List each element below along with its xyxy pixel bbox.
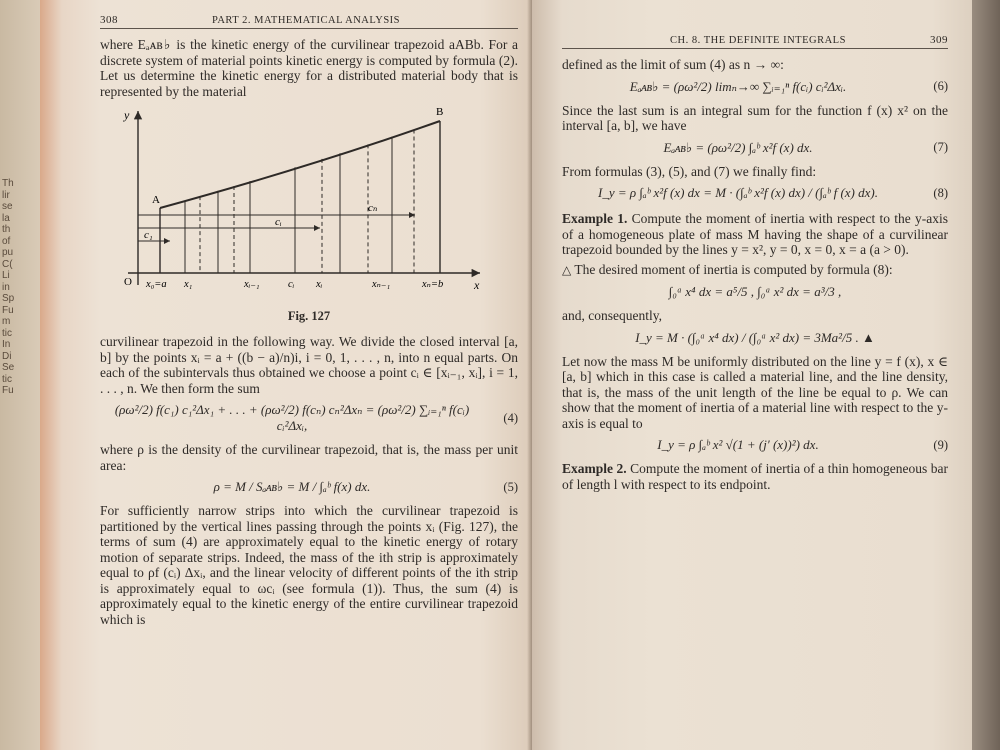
x-tick-label: xᵢ₋₁ <box>244 279 260 290</box>
label-x: x <box>474 278 480 292</box>
x-tick-label: x₀=a <box>146 279 167 290</box>
formula-8 <box>562 185 948 201</box>
right-para-since: Since the last sum is an integral sum for the function f (x) x² on the interval [a, b], we have <box>562 102 948 133</box>
x-tick-label: cᵢ <box>288 279 295 290</box>
curvilinear-trapezoid-diagram <box>110 105 490 300</box>
figure-caption: Fig. 127 <box>287 309 331 323</box>
x-tick-label: xₙ₋₁ <box>372 279 391 290</box>
adjacent-text-line: tic <box>2 327 12 339</box>
formula-5 <box>100 479 518 495</box>
formula-7-number: (7) <box>933 140 948 154</box>
adjacent-text-line: m <box>2 316 11 327</box>
curve-y-fx <box>160 121 440 208</box>
label-origin: O <box>124 276 132 288</box>
adjacent-text-line: Di <box>2 350 12 362</box>
example-1 <box>562 211 948 258</box>
right-page <box>532 0 972 750</box>
adjacent-text-line: of <box>2 235 11 247</box>
right-para-consequently: and, consequently, <box>562 308 662 323</box>
left-running-head: PART 2. MATHEMATICAL ANALYSIS <box>211 15 401 26</box>
left-para-strips: For sufficiently narrow strips into which the curvilinear trapezoid is partitioned by the vertical lines passing through the points xᵢ (Fig. 127), the terms of sum (4) are approximately equal to the kinetic energy of rotary motion of separate strips. Indeed, the mass of the ith strip is approximately equal to ρf (cᵢ) Δxᵢ, and the linear velocity of different points of the ith strip is approximately equal to ωcᵢ (see formula (1)). Thus, the sum (4) is approximately equal to the kinetic energy of the entire curvilinear trapezoid which is <box>100 503 518 627</box>
formula-example1-integrals <box>562 284 948 300</box>
left-para-density: where ρ is the density of the curvilinear trapezoid, that is, the mass per unit area: <box>100 442 518 473</box>
adjacent-text-line: In <box>2 339 11 350</box>
left-page <box>40 0 532 750</box>
right-para-from: From formulas (3), (5), and (7) we finally find: <box>562 163 817 179</box>
adjacent-book-text-fragment <box>2 178 34 397</box>
formula-4-number: (4) <box>503 410 518 425</box>
formula-8-number: (8) <box>933 185 948 200</box>
adjacent-text-line: pu <box>2 247 14 258</box>
right-running-head: CH. 8. THE DEFINITE INTEGRALS <box>670 35 846 46</box>
example-2 <box>562 461 948 492</box>
label-A: A <box>152 194 160 206</box>
formula-6-number: (6) <box>933 79 948 93</box>
formula-9-number: (9) <box>933 437 948 452</box>
example-1-solution <box>562 262 948 279</box>
example-2-text: Compute the moment of inertia of a thin homogeneous bar of length l with respect to its endpoint. <box>562 461 948 492</box>
x-tick-label: x₁ <box>184 279 193 290</box>
adjacent-text-line: se <box>2 201 13 212</box>
right-page-number: 309 <box>929 34 948 46</box>
adjacent-text-line: Th <box>2 178 14 189</box>
adjacent-text-line: la <box>2 212 10 224</box>
adjacent-text-line: tic <box>2 373 12 385</box>
book-edge-right <box>970 0 1000 750</box>
example-1-text: Compute the moment of inertia with respect to the y-axis of a homogeneous plate of mass M having the shape of a curvilinear trapezoid bounded by the lines y = x², y = 0, x = 0, x = a (a > 0). <box>562 211 948 257</box>
adjacent-text-line: Fu <box>2 304 14 316</box>
adjacent-text-line: Se <box>2 362 15 373</box>
adjacent-text-line: Sp <box>2 293 15 304</box>
example-1-title: Example 1. <box>562 211 628 226</box>
label-ci: cᵢ <box>275 216 282 228</box>
example-2-title: Example 2. <box>562 461 627 476</box>
left-page-header <box>100 14 518 29</box>
label-B: B <box>436 106 444 118</box>
adjacent-text-line: in <box>2 281 10 293</box>
formula-8-body: I_y = ρ ∫ₐᵇ x²f (x) dx = M · (∫ₐᵇ x²f (x) dx) / (∫ₐᵇ f (x) dx). <box>598 185 878 200</box>
x-tick-label: xₙ=b <box>422 279 444 290</box>
left-para-divide: curvilinear trapezoid in the following way. We divide the closed interval [a, b] by the points xᵢ = a + ((b − a)/n)i, i = 0, 1, . . . , n, into n equal parts. On each of the subintervals thus obtained we choose a point cᵢ ∈ [xᵢ₋₁, xᵢ], i = 1, . . . , n. We then form the sum <box>100 334 518 396</box>
formula-7-body: Eₐᴀʙ♭ = (ρω²/2) ∫ₐᵇ x²f (x) dx. <box>663 139 813 155</box>
left-para-intro: where Eₐᴀʙ♭ is the kinetic energy of the curvilinear trapezoid aABb. For a discrete system of material points kinetic energy is computed by formula (2). Let us determine the kinetic energy for a distributed material body that is represented by the material <box>100 37 518 99</box>
formula-6-body: Eₐᴀʙ♭ = (ρω²/2) limₙ→∞ ∑ᵢ₌₁ⁿ f(cᵢ) cᵢ²Δxᵢ. <box>629 78 847 94</box>
adjacent-text-line: C( <box>2 258 13 270</box>
right-para-material-line: Let now the mass M be uniformly distributed on the line y = f (x), x ∈ [a, b] which in this case is called a material line, and the line density, that is, the mass of the unit length of the line be equal to ρ. We can show that the moment of inertia of a material line with respect to the y-axis is equal to <box>562 353 948 431</box>
adjacent-text-line: Fu <box>2 385 14 396</box>
label-c1: c₁ <box>144 229 153 241</box>
triangle-open-icon: △ <box>562 262 572 277</box>
adjacent-text-line: Li <box>2 270 10 281</box>
formula-9-body: I_y = ρ ∫ₐᵇ x² √(1 + (j′ (x))²) dx. <box>657 437 819 452</box>
right-page-header <box>562 34 948 49</box>
formula-5-number: (5) <box>503 479 518 494</box>
adjacent-text-line: th <box>2 224 11 235</box>
example-1-solution-text: The desired moment of inertia is computed by formula (8): <box>574 261 893 277</box>
figure-127 <box>110 105 490 305</box>
formula-example1-result <box>562 330 948 346</box>
formula-7 <box>562 140 948 156</box>
formula-4 <box>100 402 518 434</box>
label-cn: cₙ <box>368 202 378 214</box>
formula-9 <box>562 437 948 453</box>
left-page-number: 308 <box>100 14 118 26</box>
formula-example1-integrals-body: ∫₀ᵃ x⁴ dx = a⁵/5 , ∫₀ᵃ x² dx = a³/3 , <box>668 284 842 299</box>
label-y: y <box>124 108 130 122</box>
formula-6 <box>562 79 948 95</box>
formula-4-body: (ρω²/2) f(c₁) c₁²Δx₁ + . . . + (ρω²/2) f(cₙ) cₙ²Δxₙ = (ρω²/2) ∑ᵢ₌₁ⁿ f(cᵢ) cᵢ²Δxᵢ, <box>114 402 470 433</box>
adjacent-text-line: lir <box>2 189 10 201</box>
right-para-limit: defined as the limit of sum (4) as n → ∞: <box>562 57 784 72</box>
formula-example1-result-body: I_y = M · (∫₀ᵃ x⁴ dx) / (∫₀ᵃ x² dx) = 3Ma²/5 . ▲ <box>635 329 875 345</box>
x-tick-label: xᵢ <box>316 279 323 290</box>
formula-5-body: ρ = M / Sₐᴀʙ♭ = M / ∫ₐᵇ f(x) dx. <box>213 479 371 494</box>
